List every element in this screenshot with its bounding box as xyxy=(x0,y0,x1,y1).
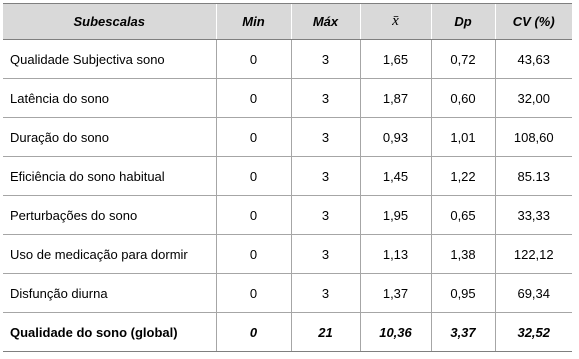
cell-mean: 0,93 xyxy=(360,118,431,157)
cell-sd: 1,38 xyxy=(431,235,495,274)
cell-sd: 1,22 xyxy=(431,157,495,196)
cell-sd: 0,72 xyxy=(431,40,495,79)
cell-max: 3 xyxy=(291,40,360,79)
header-cv: CV (%) xyxy=(495,4,572,40)
header-max: Máx xyxy=(291,4,360,40)
row-label: Eficiência do sono habitual xyxy=(3,157,216,196)
cell-sd: 0,95 xyxy=(431,274,495,313)
cell-max: 3 xyxy=(291,274,360,313)
header-subscales: Subescalas xyxy=(3,4,216,40)
table-header-row xyxy=(3,4,572,40)
cell-mean: 1,65 xyxy=(360,40,431,79)
cell-cv: 122,12 xyxy=(495,235,572,274)
cell-min: 0 xyxy=(216,235,291,274)
row-label: Perturbações do sono xyxy=(3,196,216,235)
header-sd: Dp xyxy=(431,4,495,40)
table-row xyxy=(3,196,572,235)
cell-sd: 0,65 xyxy=(431,196,495,235)
cell-min: 0 xyxy=(216,40,291,79)
cell-mean: 1,37 xyxy=(360,274,431,313)
cell-mean: 1,87 xyxy=(360,79,431,118)
row-label: Disfunção diurna xyxy=(3,274,216,313)
table-row xyxy=(3,235,572,274)
cell-max: 3 xyxy=(291,196,360,235)
total-mean: 10,36 xyxy=(360,313,431,352)
cell-mean: 1,13 xyxy=(360,235,431,274)
cell-max: 3 xyxy=(291,118,360,157)
cell-min: 0 xyxy=(216,196,291,235)
cell-min: 0 xyxy=(216,157,291,196)
cell-mean: 1,95 xyxy=(360,196,431,235)
table-total-row xyxy=(3,313,572,352)
sleep-quality-table xyxy=(3,3,572,352)
cell-max: 3 xyxy=(291,157,360,196)
cell-cv: 69,34 xyxy=(495,274,572,313)
cell-max: 3 xyxy=(291,79,360,118)
cell-sd: 1,01 xyxy=(431,118,495,157)
cell-cv: 33,33 xyxy=(495,196,572,235)
header-mean: x̄ xyxy=(360,4,431,40)
header-min: Min xyxy=(216,4,291,40)
cell-cv: 85.13 xyxy=(495,157,572,196)
cell-cv: 108,60 xyxy=(495,118,572,157)
total-label: Qualidade do sono (global) xyxy=(3,313,216,352)
cell-mean: 1,45 xyxy=(360,157,431,196)
table-row xyxy=(3,40,572,79)
row-label: Uso de medicação para dormir xyxy=(3,235,216,274)
total-cv: 32,52 xyxy=(495,313,572,352)
table-row xyxy=(3,79,572,118)
row-label: Duração do sono xyxy=(3,118,216,157)
table-row xyxy=(3,274,572,313)
cell-sd: 0,60 xyxy=(431,79,495,118)
total-min: 0 xyxy=(216,313,291,352)
cell-cv: 43,63 xyxy=(495,40,572,79)
row-label: Latência do sono xyxy=(3,79,216,118)
row-label: Qualidade Subjectiva sono xyxy=(3,40,216,79)
cell-cv: 32,00 xyxy=(495,79,572,118)
cell-max: 3 xyxy=(291,235,360,274)
cell-min: 0 xyxy=(216,79,291,118)
total-sd: 3,37 xyxy=(431,313,495,352)
total-max: 21 xyxy=(291,313,360,352)
table-row xyxy=(3,157,572,196)
table-row xyxy=(3,118,572,157)
sleep-quality-table-container xyxy=(3,3,572,352)
cell-min: 0 xyxy=(216,118,291,157)
cell-min: 0 xyxy=(216,274,291,313)
